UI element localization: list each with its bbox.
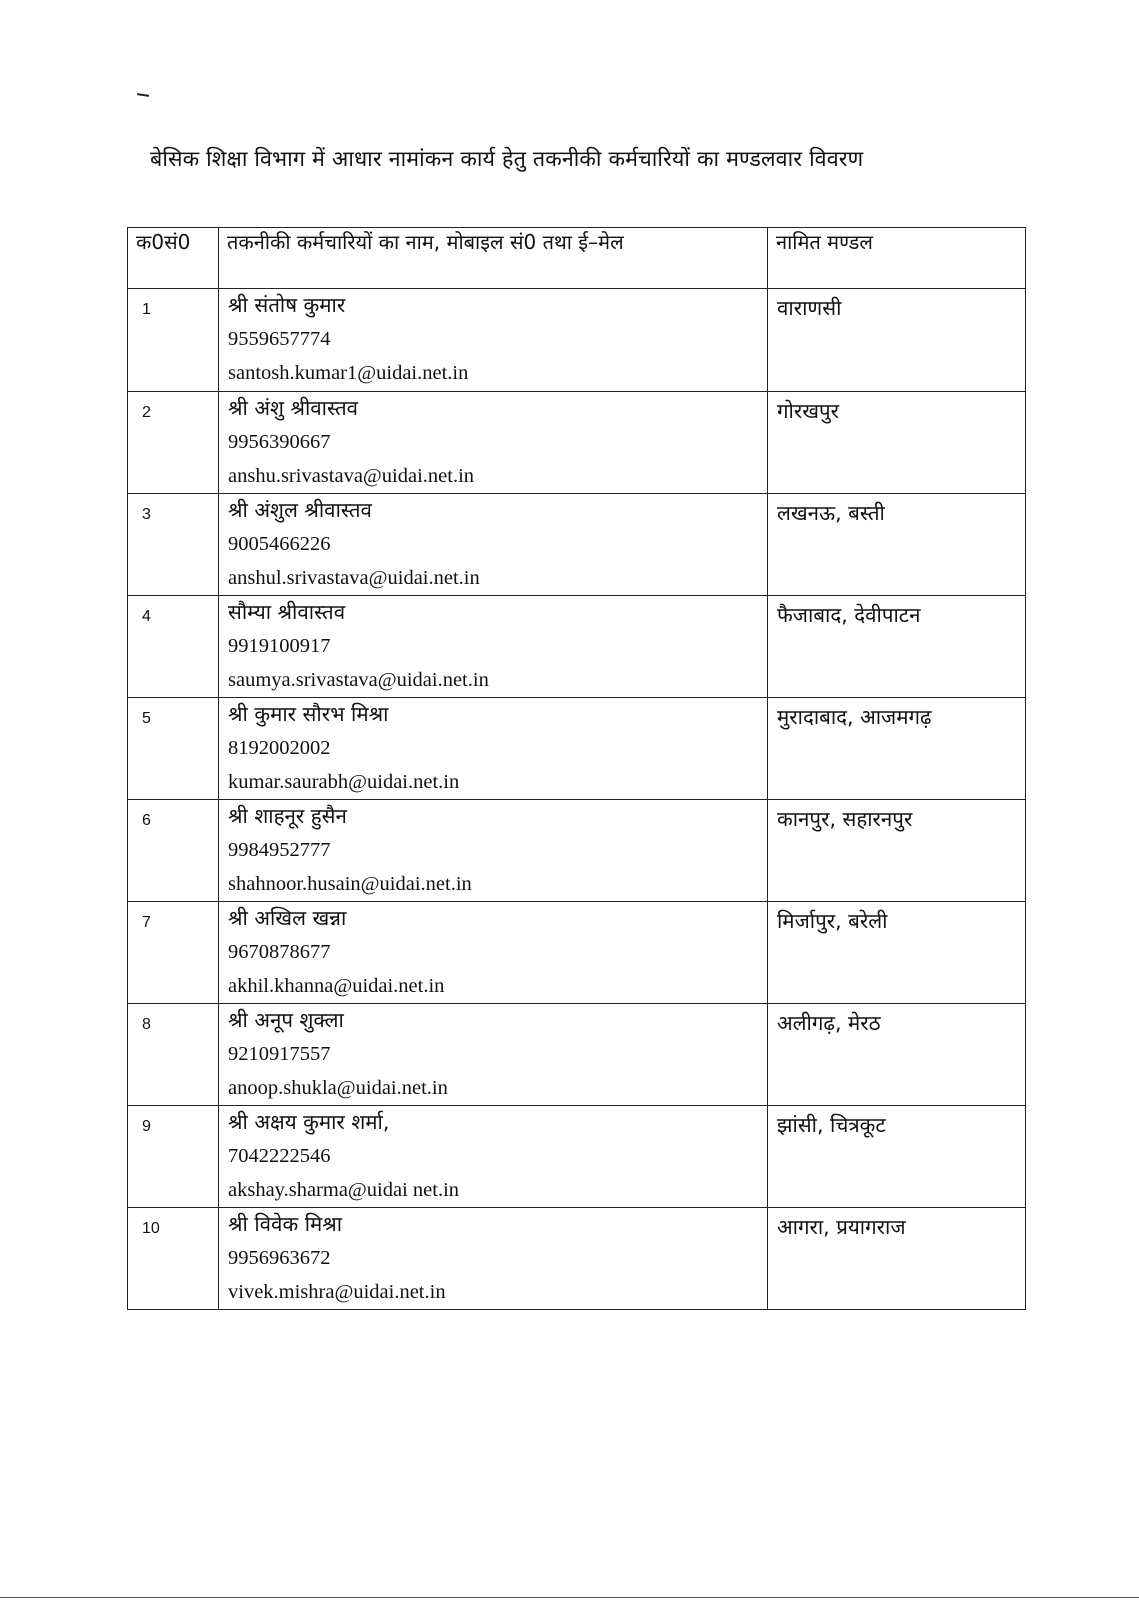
staff-email: vivek.mishra@uidai.net.in (228, 1281, 446, 1303)
staff-phone: 8192002002 (228, 737, 331, 759)
header-details: तकनीकी कर्मचारियों का नाम, मोबाइल सं0 तथा ई–मेल (219, 228, 768, 289)
serial-cell (128, 289, 219, 392)
staff-email: anshul.srivastava@uidai.net.in (228, 567, 480, 589)
staff-email: shahnoor.husain@uidai.net.in (228, 873, 472, 895)
serial-number: 7 (142, 914, 151, 931)
details-cell (219, 698, 768, 800)
table-header-row (128, 228, 1026, 289)
zone-cell (768, 392, 1026, 494)
table-row (128, 902, 1026, 1004)
serial-cell (128, 1208, 219, 1310)
staff-phone: 9956963672 (228, 1247, 331, 1269)
table-row (128, 1208, 1026, 1310)
staff-name: श्री विवेक मिश्रा (228, 1212, 343, 1236)
staff-phone: 9559657774 (228, 328, 331, 350)
assigned-zone: झांसी, चित्रकूट (777, 1113, 886, 1137)
serial-number: 10 (142, 1220, 160, 1237)
staff-zone-table (127, 227, 1026, 1310)
document-title: बेसिक शिक्षा विभाग में आधार नामांकन कार्य हेतु तकनीकी कर्मचारियों का मण्डलवार विवरण (150, 147, 864, 172)
table-body (128, 289, 1026, 1310)
scan-mark (137, 93, 149, 97)
zone-cell (768, 902, 1026, 1004)
assigned-zone: लखनऊ, बस्ती (777, 501, 885, 525)
serial-number: 9 (142, 1118, 151, 1135)
serial-cell (128, 596, 219, 698)
table-row (128, 1004, 1026, 1106)
staff-name: श्री अंशु श्रीवास्तव (228, 396, 359, 420)
serial-number: 1 (142, 301, 151, 318)
serial-cell (128, 494, 219, 596)
staff-phone: 7042222546 (228, 1145, 331, 1167)
staff-phone: 9956390667 (228, 431, 331, 453)
staff-email: akhil.khanna@uidai.net.in (228, 975, 445, 997)
zone-cell (768, 800, 1026, 902)
zone-cell (768, 1208, 1026, 1310)
assigned-zone: आगरा, प्रयागराज (777, 1215, 906, 1239)
zone-cell (768, 698, 1026, 800)
header-zone: नामित मण्डल (768, 228, 1026, 289)
serial-cell (128, 1004, 219, 1106)
staff-phone: 9670878677 (228, 941, 331, 963)
staff-phone: 9210917557 (228, 1043, 331, 1065)
staff-email: santosh.kumar1@uidai.net.in (228, 362, 469, 384)
staff-name: श्री कुमार सौरभ मिश्रा (228, 702, 389, 726)
details-cell (219, 289, 768, 392)
table-row (128, 800, 1026, 902)
staff-email: anoop.shukla@uidai.net.in (228, 1077, 448, 1099)
details-cell (219, 1004, 768, 1106)
serial-number: 4 (142, 608, 151, 625)
staff-email: kumar.saurabh@uidai.net.in (228, 771, 460, 793)
zone-cell (768, 289, 1026, 392)
assigned-zone: वाराणसी (777, 296, 842, 320)
details-cell (219, 1208, 768, 1310)
serial-number: 5 (142, 710, 151, 727)
serial-cell (128, 800, 219, 902)
zone-cell (768, 1106, 1026, 1208)
staff-name: श्री शाहनूर हुसैन (228, 804, 347, 828)
staff-email: anshu.srivastava@uidai.net.in (228, 465, 475, 487)
staff-name: श्री अंशुल श्रीवास्तव (228, 498, 372, 522)
details-cell (219, 902, 768, 1004)
assigned-zone: गोरखपुर (777, 399, 840, 423)
staff-name: सौम्या श्रीवास्तव (228, 600, 346, 624)
details-cell (219, 800, 768, 902)
table-row (128, 289, 1026, 392)
staff-email: saumya.srivastava@uidai.net.in (228, 669, 489, 691)
staff-name: श्री अक्षय कुमार शर्मा, (228, 1110, 390, 1134)
serial-cell (128, 1106, 219, 1208)
staff-name: श्री अखिल खन्ना (228, 906, 347, 930)
table-row (128, 494, 1026, 596)
table-row (128, 596, 1026, 698)
assigned-zone: मुरादाबाद, आजमगढ़ (777, 705, 932, 729)
serial-number: 6 (142, 812, 151, 829)
assigned-zone: अलीगढ़, मेरठ (777, 1011, 881, 1035)
zone-cell (768, 596, 1026, 698)
details-cell (219, 494, 768, 596)
serial-cell (128, 902, 219, 1004)
serial-cell (128, 698, 219, 800)
details-cell (219, 392, 768, 494)
staff-phone: 9984952777 (228, 839, 331, 861)
zone-cell (768, 494, 1026, 596)
serial-number: 8 (142, 1016, 151, 1033)
serial-number: 3 (142, 506, 151, 523)
staff-phone: 9005466226 (228, 533, 331, 555)
staff-phone: 9919100917 (228, 635, 331, 657)
assigned-zone: मिर्जापुर, बरेली (777, 909, 888, 933)
details-cell (219, 596, 768, 698)
page-bottom-line (0, 1597, 1139, 1598)
serial-number: 2 (142, 404, 151, 421)
table-row (128, 392, 1026, 494)
staff-name: श्री अनूप शुक्ला (228, 1008, 344, 1032)
assigned-zone: फैजाबाद, देवीपाटन (777, 603, 921, 627)
header-serial: क0सं0 (128, 228, 219, 289)
serial-cell (128, 392, 219, 494)
details-cell (219, 1106, 768, 1208)
staff-name: श्री संतोष कुमार (228, 293, 346, 317)
staff-email: akshay.sharma@uidai net.in (228, 1179, 460, 1201)
table-row (128, 1106, 1026, 1208)
zone-cell (768, 1004, 1026, 1106)
assigned-zone: कानपुर, सहारनपुर (777, 807, 913, 831)
table-row (128, 698, 1026, 800)
